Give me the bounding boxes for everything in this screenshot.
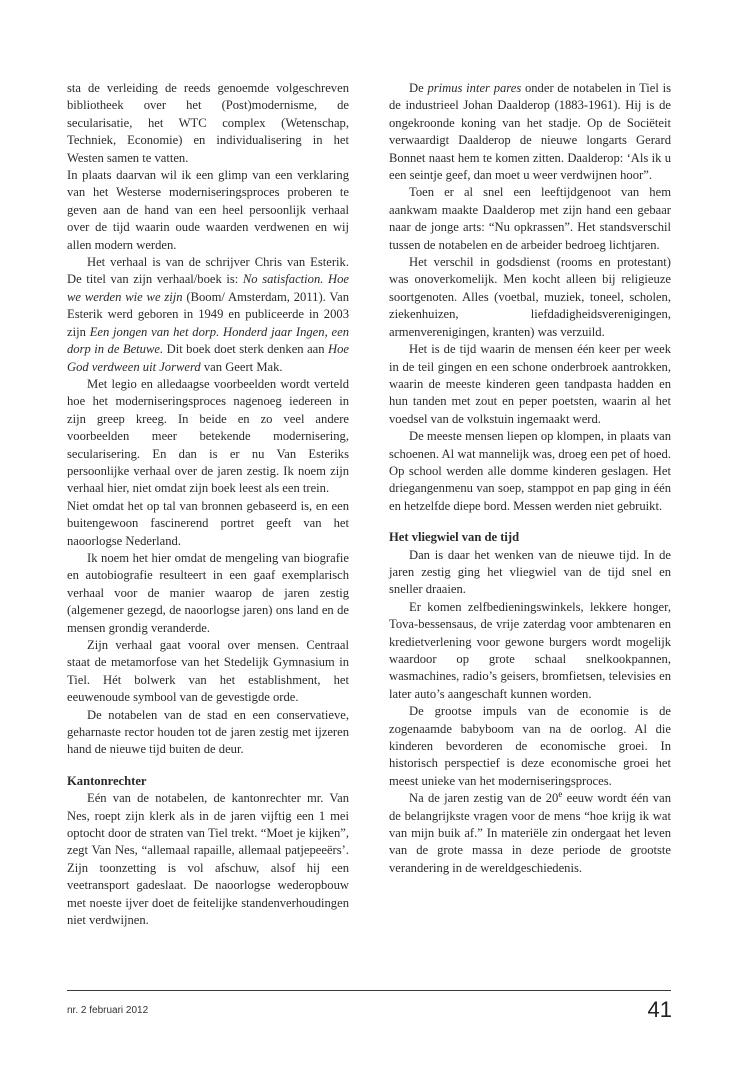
text: De [409,81,428,95]
paragraph: Met legio en alledaagse voorbeelden wordt verteld hoe het moderniseringsproces nagenoeg iedereen in zijn greep kreeg. In beide en zo veel andere voorbeelden meer betekende modernisering, secularisering. En dan is er nu Van Esteriks persoonlijke verhaal over de jaren zestig. Ik noem zijn verhaal hier, niet omdat zijn boek leest als een trein. [67,376,349,496]
paragraph [389,790,671,877]
footer-divider [67,990,671,991]
paragraph: Niet omdat het op tal van bronnen gebaseerd is, en een buitengewoon fascinerend portret geeft van het naoorlogse Nederland. [67,498,349,548]
paragraph: sta de verleiding de reeds genoemde volgeschreven bibliotheek over het (Post)modernisme, de secularisatie, het WTC complex (Wetenschap, Techniek, Economie) en individualisering in het Westen samen te vatten. [67,81,349,165]
paragraph: Toen er al snel een leeftijdgenoot van hem aankwam maakte Daalderop met zijn hand een gebaar naar de jonge arts: “Nu opkrassen”. Het standsverschil tussen de notabelen en de arbeider bedroeg lichtjaren. [389,185,671,252]
text: van Geert Mak. [200,359,283,374]
paragraph [389,80,671,184]
paragraph: Ik noem het hier omdat de mengeling van biografie en autobiografie resulteert in een gaaf exemplarisch verhaal voor de manier waarop de jaren zestig (algemener gezegd, de naoorlogse jaren) ons land en de mensen grondig veranderde. [67,550,349,635]
text: Na de jaren zestig van de 20 [409,791,559,806]
right-column [389,80,671,877]
paragraph: In plaats daarvan wil ik een glimp van een verklaring van het Westerse moderniseringsproces proberen te geven aan de hand van een heel persoonlijk verhaal over de tijd waarin oude waarden verdwenen en wij allen modern werden. [67,168,349,252]
book-title: No satisfaction. Hoe we werden wie we zijn [67,272,349,304]
paragraph: Het verschil in godsdienst (rooms en protestant) was onoverkomelijk. Men kocht alleen bij religieuze soortgenoten. Alles (voetbal, muziek, toneel, scholen, ziekenhuizen, liefdadigheidsverenigingen, armenverenigingen, kranten) was verzuild. [389,255,671,339]
page-number: 41 [647,997,672,1022]
section-heading: Het vliegwiel van de tijd [389,530,520,545]
text: onder de notabelen in Tiel is de industrieel Johan Daalderop (1883-1961). Hij is de ongekroonde koning van het stadje. Op de Sociëteit verwaardigt Daalderop de nieuwe longarts Gerard Bonnet naast hem te komen zitten. Daalderop: ‘Als ik u een seintje geef, dan moet u weer verdwijnen hoor”. [389,81,671,183]
paragraph: Het is de tijd waarin de mensen één keer per week in de teil gingen en een schone onderbroek aantrokken, waarin de meeste kinderen geen tandpasta hadden en hun tanden met zout en peper poetsten, waarin al het voedsel van de volkstuin ingemaakt werd. [389,342,671,426]
paragraph: De notabelen van de stad en een conservatieve, geharnaste rector houden tot de jaren zestig met ijzeren hand de nieuwe tijd buiten de deur. [67,707,349,757]
paragraph: Eén van de notabelen, de kantonrechter mr. Van Nes, roept zijn klerk als in de jaren vijftig een 1 mei optocht door de straten van Tiel trekt. “Moet je kijken”, zegt Van Nes, “allemaal rapaille, allemaal patjepeeërs’. Zijn toonzetting is vol afschuw, alsof hij een veetransport gadeslaat. De naoorlogse wederopbouw met noeste ijver doet de feitelijke standenverhoudingen niet verdwijnen. [67,791,349,928]
text: Het verhaal is van de schrijver Chris van Esterik. De titel van zijn verhaal/boek is: [67,255,349,287]
superscript: e [558,789,563,800]
text: Dit boek doet sterk denken aan [163,342,329,357]
issue-label: nr. 2 februari 2012 [67,1005,149,1016]
emphasis: primus inter pares [427,81,522,95]
paragraph [67,254,349,376]
paragraph: Dan is daar het wenken van de nieuwe tijd. In de jaren zestig ging het vliegwiel van de tijd snel en sneller draaien. [389,547,671,597]
section-heading: Kantonrechter [67,773,147,788]
paragraph: Zijn verhaal gaat vooral over mensen. Centraal staat de metamorfose van het Stedelijk Gymnasium in Tiel. Hét bolwerk van het establishment, het eeuwenoude symbool van de gevestigde orde. [67,638,349,705]
book-title: Hoe God verdween uit Jorwerd [67,342,350,374]
text: eeuw wordt één van de belangrijkste vragen voor de mens “hoe krijg ik wat van mijn buik af.” In materiële zin ondergaat het leven van de grote massa in deze periode de grootste verandering in de wereldgeschiedenis. [389,791,671,875]
left-column [67,80,349,930]
text: (Boom/ Amsterdam, 2011). Van Esterik werd geboren in 1949 en publiceerde in 2003 zijn [67,289,349,339]
paragraph: De meeste mensen liepen op klompen, in plaats van schoenen. Al wat mannelijk was, droeg een pet of hoed. Op school werden alle domme kinderen geslagen. Het driegangenmenu van soep, stamppot en pap ging in één en hetzelfde diepe bord. Messen werden niet gebruikt. [389,429,671,513]
paragraph: De grootse impuls van de economie is de zogenaamde babyboom van na de oorlog. Al die kinderen bevorderen de economische groei. In historisch perspectief is deze economische groei het meest unieke van het moderniseringsproces. [389,704,671,788]
paragraph: Er komen zelfbedieningswinkels, lekkere honger, Tova-bessensaus, de vrije zaterdag voor ambtenaren en kredietverlening voor gewone burgers wordt mogelijk waardoor op grote schaal snelkookpannen, wasmachines, radio’s geisers, bromfietsen, televisies en later auto’s aangeschaft kunnen worden. [389,599,671,701]
book-title: Een jongen van het dorp. Honderd jaar Ingen, een dorp in de Betuwe. [67,324,349,357]
